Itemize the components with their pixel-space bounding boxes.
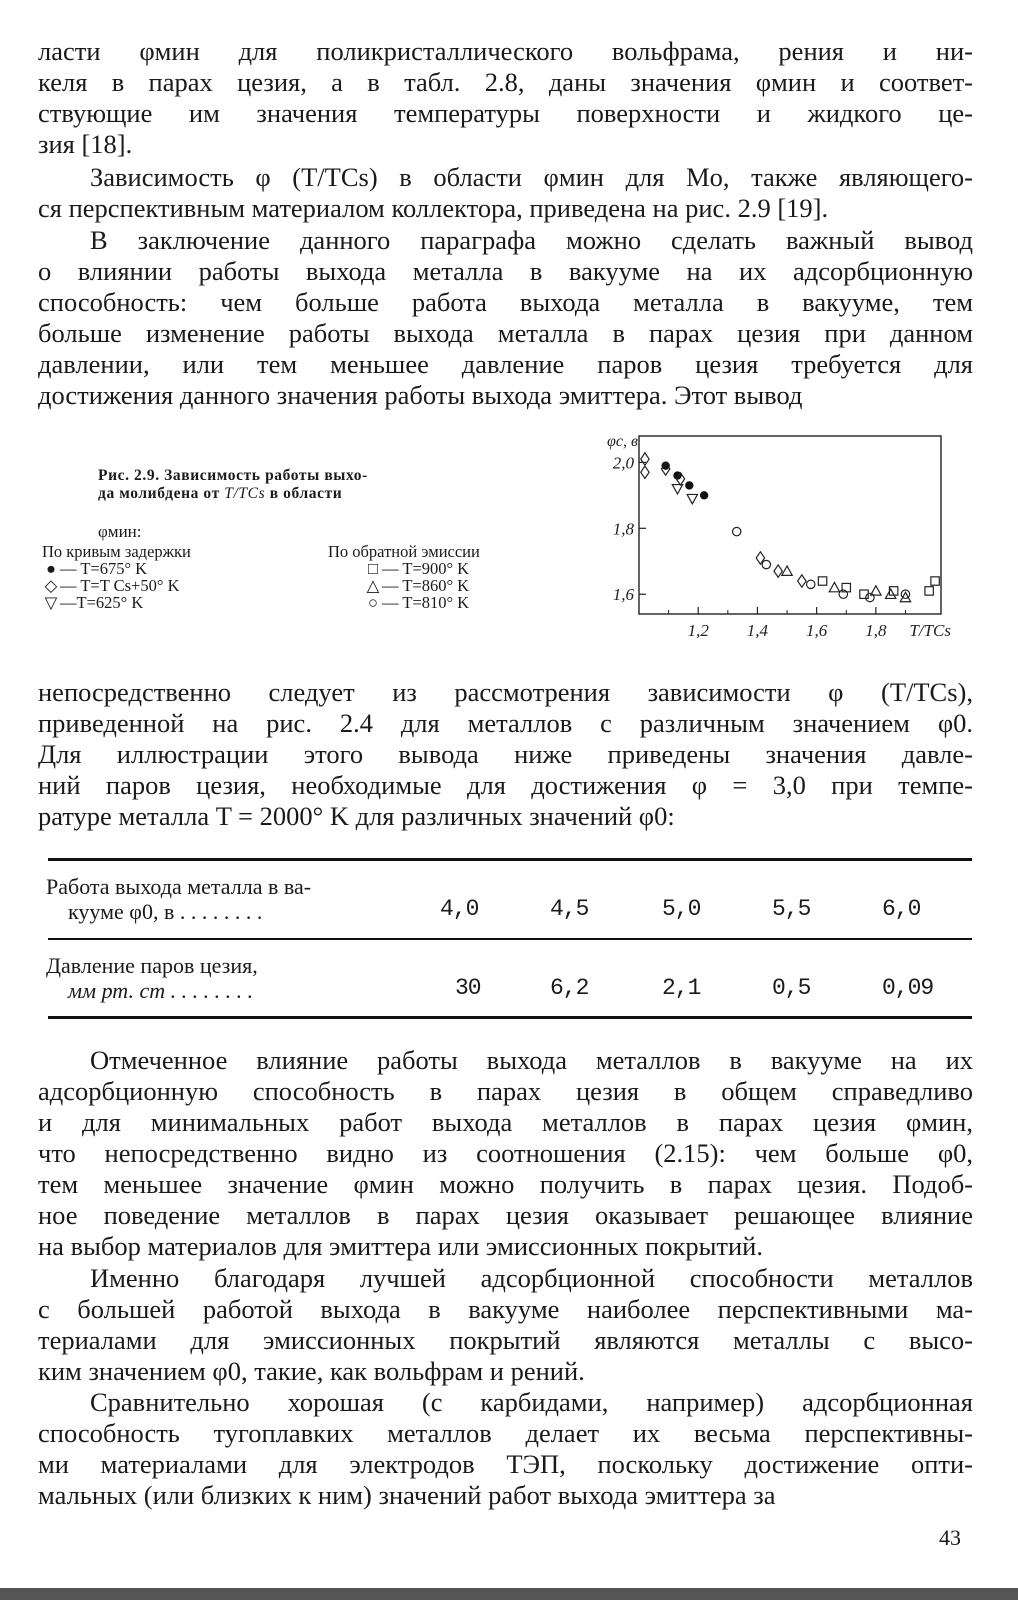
legend-item: ▽ —T=625° K: [42, 594, 191, 611]
text-line: Именно благодаря лучшей адсорбционной способности металлов: [90, 1263, 973, 1293]
data-point-circle: [762, 560, 770, 568]
table-cell: 30: [455, 975, 481, 1001]
text-line: келя в парах цезия, а в табл. 2.8, даны значения φмин и соответ-: [38, 67, 973, 97]
table-cell: 6,0: [882, 896, 921, 922]
text-line: В заключение данного параграфа можно сделать важный вывод: [90, 225, 973, 255]
legend-back-emission-header: По обратной эмиссии: [328, 542, 480, 561]
triangle-down-marker-icon: ▽: [44, 593, 58, 612]
data-point-diamond: [641, 453, 649, 465]
data-point-square: [925, 587, 933, 595]
text-line: зия [18].: [38, 129, 133, 159]
x-tick-label: 1,6: [806, 621, 828, 640]
paragraph-6: [38, 1263, 973, 1387]
text-line: териалами для эмиссионных покрытий являются металлы с высо-: [38, 1325, 973, 1355]
data-point-diamond: [798, 575, 806, 587]
table-cell: 5,0: [662, 896, 701, 922]
text-line: ким значением φ0, такие, как вольфрам и рений.: [38, 1356, 585, 1386]
caption-variable: T/TCs: [224, 485, 266, 502]
data-point-circle: [733, 527, 741, 535]
y-axis-label: φc, в: [607, 433, 638, 450]
paragraph-3: [38, 225, 973, 411]
text-line: достижения данного значения работы выхода эмиттера. Этот вывод: [38, 380, 803, 410]
scan-bottom-edge: [0, 1588, 1018, 1600]
caption-line-2a: да молибдена от: [98, 485, 220, 502]
circle-marker-icon: ○: [368, 593, 378, 612]
paragraph-5: [38, 1045, 973, 1262]
figure-caption: [98, 467, 518, 503]
data-point-filled-circle: [700, 491, 708, 499]
data-point-triangle-up: [885, 589, 895, 598]
diamond-marker-icon: ◇: [44, 576, 58, 595]
data-point-square: [818, 577, 826, 585]
text-line: Для иллюстрации этого вывода ниже приведены значения давле-: [38, 739, 973, 769]
text-line: давлении, или тем меньшее давление паров цезия требуется для: [38, 349, 973, 379]
data-point-triangle-up: [782, 566, 792, 575]
text-line: ся перспективным материалом коллектора, приведена на рис. 2.9 [19].: [38, 193, 829, 223]
data-point-triangle-down: [672, 485, 682, 494]
data-point-circle: [807, 580, 815, 588]
table-bottom-rule: [48, 1016, 972, 1019]
x-tick-label: 1,2: [687, 621, 709, 640]
text-line: ратуре металла T = 2000° K для различных значений φ0:: [38, 801, 675, 831]
table-top-rule: [48, 858, 972, 861]
table-cell: 4,5: [550, 896, 589, 922]
data-point-triangle-down: [687, 494, 697, 503]
table-cell: 2,1: [662, 975, 701, 1001]
scatter-chart: [598, 428, 958, 656]
x-tick-label: 1,4: [746, 621, 769, 640]
text-line: способность: чем больше работа выхода металла в вакууме, тем: [38, 287, 973, 317]
caption-phimin: φмин:: [98, 522, 142, 541]
x-tick-label: 1,8: [865, 621, 887, 640]
table-cell: 5,5: [772, 896, 811, 922]
filled-circle-marker-icon: ●: [46, 559, 56, 578]
square-marker-icon: □: [368, 559, 378, 578]
text-line: ний паров цезия, необходимые для достижения φ = 3,0 при темпе-: [38, 770, 973, 800]
legend-retarding-header: По кривым задержки: [42, 542, 191, 561]
data-point-triangle-up: [829, 582, 839, 591]
text-line: и для минимальных работ выхода металлов в парах цезия φмин,: [38, 1107, 973, 1137]
text-line: непосредственно следует из рассмотрения зависимости φ (T/TCs),: [38, 677, 973, 707]
legend-item: △ — T=860° K: [328, 577, 480, 594]
legend-back-emission: [328, 543, 480, 611]
text-line: с большей работой выхода в вакууме наиболее перспективными ма-: [38, 1294, 973, 1324]
legend-item: ● — T=675° K: [42, 560, 191, 577]
table-cell: 4,0: [440, 896, 479, 922]
x-axis-label: T/TCs: [909, 621, 951, 640]
data-point-circle: [866, 593, 874, 601]
triangle-up-marker-icon: △: [366, 576, 380, 595]
legend-retarding: [42, 543, 191, 611]
table-cell: 0,5: [772, 975, 811, 1001]
caption-line-2b: в области: [269, 485, 343, 502]
page-number: 43: [939, 1525, 961, 1550]
data-point-square: [931, 577, 939, 585]
text-line: Зависимость φ (T/TCs) в области φмин для Mo, также являющего-: [90, 162, 973, 192]
legend-item: ◇ — T=T Cs+50° K: [42, 577, 191, 594]
table-cell: 6,2: [550, 975, 589, 1001]
y-tick-label: 1,6: [612, 585, 634, 605]
text-line: способность тугоплавких металлов делает их весьма перспективны-: [38, 1418, 973, 1448]
table-row1-label: Работа выхода металла в ва- кууме φ0, в . . . . . . . .: [46, 874, 312, 924]
text-line: ствующие им значения температуры поверхности и жидкого це-: [38, 98, 973, 128]
paragraph-1: [38, 36, 973, 160]
text-line: Отмеченное влияние работы выхода металлов в вакууме на их: [90, 1045, 973, 1075]
text-line: адсорбционную способность в парах цезия в общем справедливо: [38, 1076, 973, 1106]
legend-item: □ — T=900° K: [328, 560, 480, 577]
table-cell: 0,09: [882, 975, 934, 1001]
text-line: ми материалами для электродов ТЭП, поскольку достижение опти-: [38, 1449, 973, 1479]
caption-line-1: Рис. 2.9. Зависимость работы выхо-: [98, 467, 368, 484]
data-point-diamond: [641, 466, 649, 478]
paragraph-4: [38, 677, 973, 832]
text-line: тем меньшее значение φмин можно получить в парах цезия. Подоб-: [38, 1169, 973, 1199]
table-mid-rule: [48, 938, 972, 940]
text-line: ное поведение металлов в парах цезия оказывает решающее влияние: [38, 1200, 973, 1230]
data-point-filled-circle: [685, 481, 693, 489]
legend-item: ○ — T=810° K: [328, 594, 480, 611]
text-line: что непосредственно видно из соотношения (2.15): чем больше φ0,: [38, 1138, 973, 1168]
y-tick-label: 1,8: [612, 519, 634, 539]
text-line: больше изменение работы выхода металла в парах цезия при данном: [38, 318, 973, 348]
text-line: ласти φмин для поликристаллического вольфрама, рения и ни-: [38, 36, 973, 66]
paragraph-7: [38, 1387, 973, 1511]
text-line: о влиянии работы выхода металла в вакууме на их адсорбционную: [38, 256, 973, 286]
text-line: приведенной на рис. 2.4 для металлов с различным значением φ0.: [38, 708, 973, 738]
text-line: мальных (или близких к ним) значений работ выхода эмиттера за: [38, 1480, 776, 1510]
table-row2-label: Давление паров цезия, мм рт. ст . . . . . . . .: [46, 953, 258, 1003]
text-line: на выбор материалов для эмиттера или эмиссионных покрытий.: [38, 1231, 763, 1261]
y-tick-label: 2,0: [612, 453, 634, 473]
text-line: Сравнительно хорошая (с карбидами, например) адсорбционная: [90, 1387, 973, 1417]
paragraph-2: [38, 162, 973, 224]
